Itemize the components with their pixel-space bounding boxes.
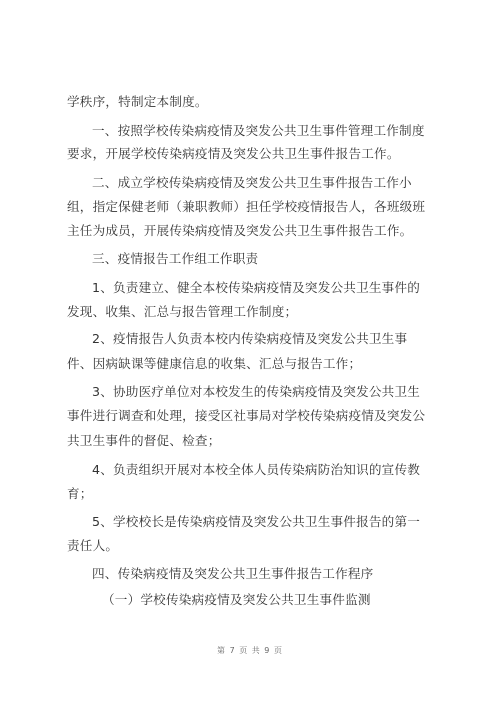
text-line: 育； [67,486,93,501]
text-line: 发现、收集、汇总与报告管理工作制度； [67,304,298,319]
text-line: 3、协助医疗单位对本校发生的传染病疫情及突发公共卫生 [92,384,421,399]
text-line: 共卫生事件的督促、检查； [67,433,221,448]
text-line: 5、学校校长是传染病疫情及突发公共卫生事件报告的第一 [92,514,421,529]
text-line: 组，指定保健老师（兼职教师）担任学校疫情报告人，各班级班 [67,199,426,214]
text-line: 一、按照学校传染病疫情及突发公共卫生事件管理工作制度 [92,123,425,138]
text-line: 三、疫情报告工作组工作职责 [92,251,259,266]
text-line: 1、负责建立、健全本校传染病疫情及突发公共卫生事件的 [92,280,421,295]
text-line: 二、成立学校传染病疫情及突发公共卫生事件报告工作小 [92,175,412,190]
page-number: 第 7 页 共 9 页 [217,646,283,655]
text-line: 要求，开展学校传染病疫情及突发公共卫生事件报告工作。 [67,146,400,161]
text-line: 事件进行调查和处理，接受区社事局对学校传染病疫情及突发公 [67,408,426,423]
text-line: 主任为成员，开展传染病疫情及突发公共卫生事件报告工作。 [67,223,413,238]
text-line: （一）学校传染病疫情及突发公共卫生事件监测 [102,592,371,607]
text-line: 四、传染病疫情及突发公共卫生事件报告工作程序 [92,566,374,581]
text-line: 学秩序，特制定本制度。 [67,94,208,109]
text-line: 责任人。 [67,538,119,553]
text-line: 4、负责组织开展对本校全体人员传染病防治知识的宣传教 [92,462,421,477]
text-line: 件、因病缺课等健康信息的收集、汇总与报告工作； [67,356,362,371]
text-line: 2、疫情报告人负责本校内传染病疫情及突发公共卫生事 [92,331,408,346]
